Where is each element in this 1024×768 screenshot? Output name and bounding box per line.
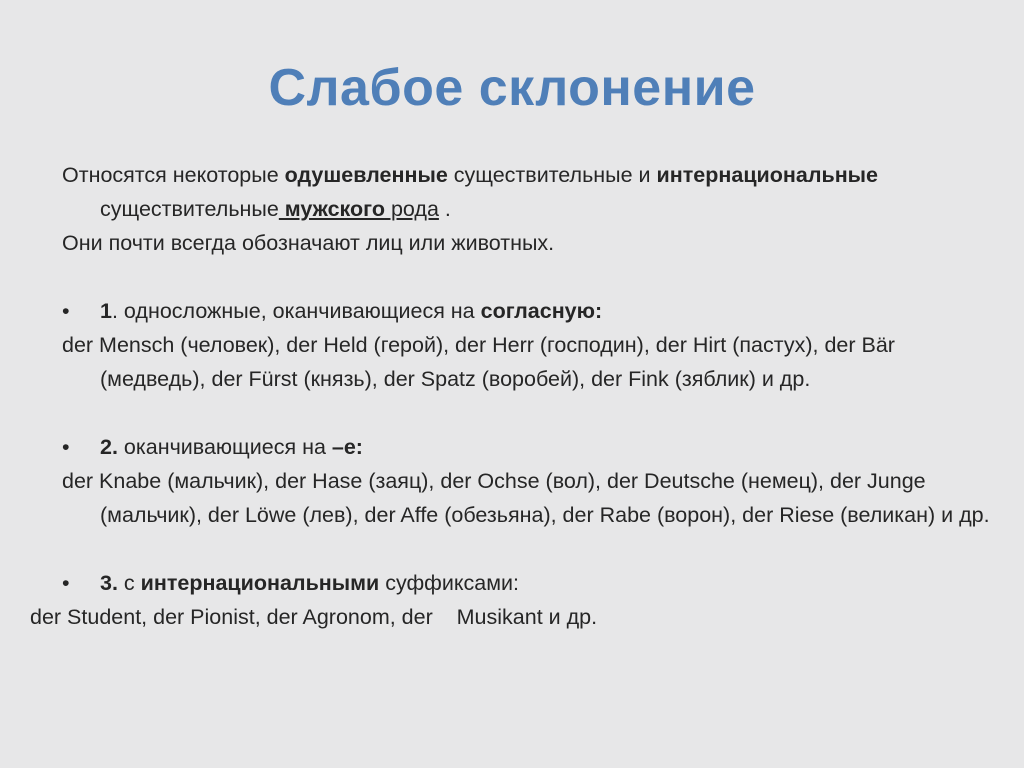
spacer: [62, 532, 992, 566]
spacer: [62, 260, 992, 294]
spacer: [62, 396, 992, 430]
intro-bold-masculine: мужского: [278, 197, 385, 221]
intro-paragraph-2: Они почти всегда обозначают лиц или животных.: [62, 231, 555, 255]
section3-number: 3.: [100, 571, 118, 595]
section1-bold: согласную:: [480, 299, 603, 323]
section3-bold: интернациональными: [140, 571, 380, 595]
section2-text: оканчивающиеся на: [117, 435, 332, 459]
section3-text-2: суффиксами:: [379, 571, 520, 595]
intro-text-3: существительные: [100, 197, 279, 221]
intro-text-2: существительные и: [447, 163, 657, 187]
section2-bold: –е:: [331, 435, 363, 459]
section1-heading: [62, 294, 992, 328]
intro-text-gender: рода: [384, 197, 439, 221]
section1-text: . односложные, оканчивающиеся на: [111, 299, 481, 323]
intro-bold-animate: одушевленные: [284, 163, 448, 187]
section3-examples: der Student, der Pionist, der Agronom, der Musikant и др.: [30, 605, 598, 629]
section2-heading: [62, 430, 992, 464]
section2-examples: der Knabe (мальчик), der Hase (заяц), der Ochse (вол), der Deutsche (немец), der Junge (мальчик), der Löwe (лев), der Affe (обезьяна), der Rabe (ворон), der Riese (великан) и др.: [62, 469, 990, 527]
intro-text-end: .: [438, 197, 451, 221]
section1-number: 1: [100, 299, 112, 323]
bullet-icon: •: [62, 435, 70, 459]
intro-text-1: Относятся некоторые: [62, 163, 285, 187]
section1-examples: der Mensch (человек), der Held (герой), der Herr (господин), der Hirt (пастух), der Bär (медведь), der Fürst (князь), der Spatz (воробей), der Fink (зяблик) и др.: [62, 333, 895, 391]
bullet-icon: •: [62, 299, 70, 323]
section3-text: с: [117, 571, 141, 595]
intro-paragraph: [62, 158, 992, 226]
slide-title: Слабое склонение: [268, 59, 756, 117]
slide-content: [30, 158, 992, 634]
section2-number: 2.: [100, 435, 118, 459]
intro-bold-international: интернациональные: [656, 163, 879, 187]
bullet-icon: •: [62, 571, 70, 595]
section3-heading: [62, 566, 992, 600]
